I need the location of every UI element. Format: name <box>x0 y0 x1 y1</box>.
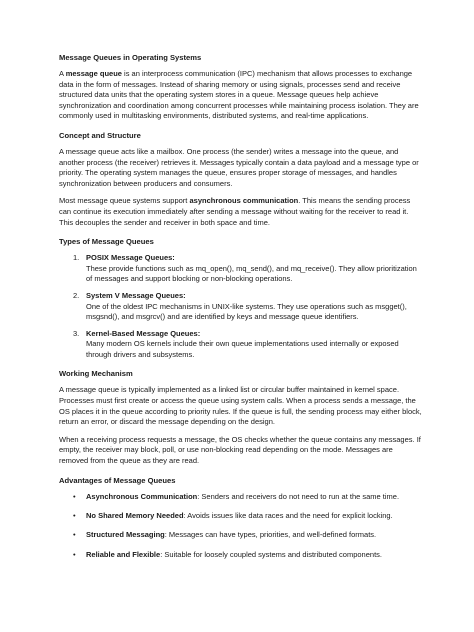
advantage-description: : Suitable for loosely coupled systems and distributed components. <box>160 549 382 559</box>
types-heading: Types of Message Queues <box>59 237 154 247</box>
working-paragraph-1: A message queue is typically implemented as a linked list or circular buffer maintained in kernel space. Processes must first create or access the queue using system calls. When a process sends a message, the OS places it in the queue according to priority rules. If the queue is full, the sending process may either block, return an error, or discard the message depending on the design. <box>59 385 422 427</box>
list-number: 3. <box>73 328 80 338</box>
types-list <box>59 253 424 360</box>
bullet-icon: • <box>73 511 76 521</box>
advantage-name: Asynchronous Communication <box>86 491 198 501</box>
advantage-name: Structured Messaging <box>86 530 165 540</box>
list-item <box>59 550 424 561</box>
intro-term: message queue <box>65 69 122 78</box>
advantage-description: : Avoids issues like data races and the need for explicit locking. <box>183 511 393 521</box>
advantages-list <box>59 492 424 561</box>
list-number: 1. <box>73 253 80 263</box>
concept-paragraph-2 <box>59 196 424 228</box>
advantage-name: No Shared Memory Needed <box>86 511 184 521</box>
type-description: These provide functions such as mq_open(), mq_send(), and mq_receive(). They allow prioritization of messages and support blocking or non-blocking operations. <box>86 263 417 284</box>
type-description: Many modern OS kernels include their own queue implementations used internally or exposed through drivers and subsystems. <box>86 339 399 359</box>
type-description: One of the oldest IPC mechanisms in UNIX-like systems. They use operations such as msgget(), msgsnd(), and msgrcv() and are identified by keys and message queue identifiers. <box>86 301 407 322</box>
document-title: Message Queues in Operating Systems <box>59 53 202 62</box>
bullet-icon: • <box>73 549 76 559</box>
concept-p2-pre: Most message queue systems support <box>59 196 190 206</box>
advantages-heading: Advantages of Message Queues <box>59 475 176 485</box>
type-name: POSIX Message Queues: <box>86 253 175 263</box>
bullet-icon: • <box>73 530 76 540</box>
list-number: 2. <box>73 290 80 300</box>
concept-heading: Concept and Structure <box>59 130 141 140</box>
concept-paragraph-1: A message queue acts like a mailbox. One process (the sender) writes a message into the queue, and another process (the receiver) retrieves it. Messages typically contain a data payload and a message type or priority. The operating system manages the queue, ensures proper storage of messages, and handles synchronization between producers and consumers. <box>59 146 419 188</box>
list-item <box>59 530 424 541</box>
advantage-name: Reliable and Flexible <box>86 549 161 559</box>
list-item <box>59 511 424 522</box>
working-heading: Working Mechanism <box>59 369 133 379</box>
bullet-icon: • <box>73 491 76 501</box>
intro-paragraph <box>59 69 424 122</box>
type-name: Kernel-Based Message Queues: <box>86 328 201 338</box>
concept-p2-term: asynchronous communication <box>189 196 299 206</box>
advantage-description: : Messages can have types, priorities, and well-defined formats. <box>164 530 377 540</box>
intro-post: is an interprocess communication (IPC) mechanism that allows processes to exchange data in the form of messages. Instead of sharing memory or using signals, processes send and receive structured data units that the operating system stores in a queue. Message queues help achieve synchronization and coordination among concurrent processes while maintaining process isolation. They are commonly used in multitasking environments, distributed systems, and real-time applications. <box>59 69 419 121</box>
concept-p2-post: . This means the sending process can continue its execution immediately after sending a message without waiting for the receiver to read it. This decouples the sender and receiver in both space and time. <box>59 196 411 227</box>
working-paragraph-2: When a receiving process requests a message, the OS checks whether the queue contains any messages. If empty, the receiver may block, poll, or use non-blocking read depending on the mode. Messages are removed from the queue as they are read. <box>59 434 421 466</box>
list-item <box>59 253 424 285</box>
advantage-description: : Senders and receivers do not need to run at the same time. <box>197 491 400 501</box>
list-item <box>59 329 424 361</box>
intro-pre: A <box>59 69 66 78</box>
list-item <box>59 492 424 503</box>
type-name: System V Message Queues: <box>86 290 186 300</box>
list-item <box>59 291 424 323</box>
